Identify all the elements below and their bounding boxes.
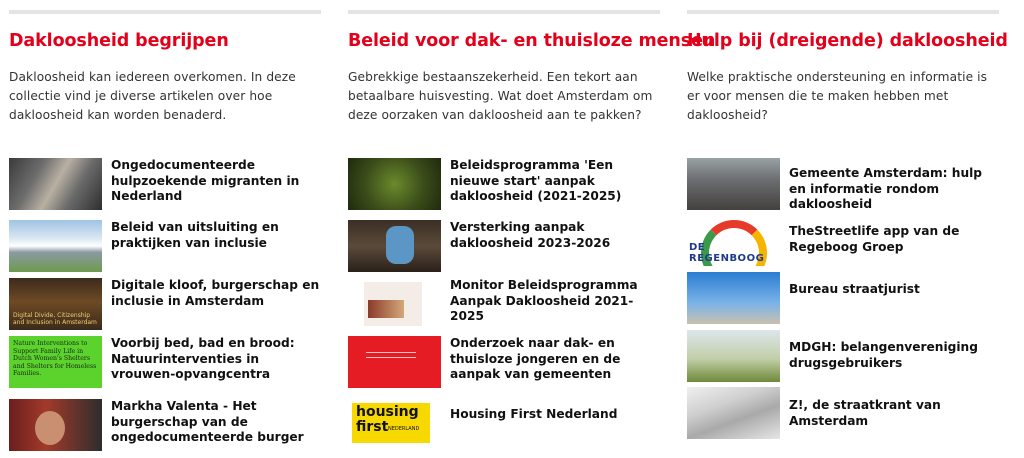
- thumbnail-graffiti-image[interactable]: [9, 158, 102, 210]
- list-item-label[interactable]: MDGH: belangenvereniging drugsgebruikers: [789, 340, 978, 370]
- list-item-label[interactable]: Onderzoek naar dak- en thuisloze jongeren en de aanpak van gemeenten: [450, 336, 621, 381]
- list-item-label[interactable]: Markha Valenta - Het burgerschap van de ongedocumenteerde burger: [111, 399, 304, 444]
- list-item-gemeente-amsterdam[interactable]: [687, 158, 999, 210]
- list-item-label[interactable]: Monitor Beleidsprogramma Aanpak Dakloosheid 2021-2025: [450, 278, 638, 323]
- list-item-label[interactable]: Digitale kloof, burgerschap en inclusie in Amsterdam: [111, 278, 320, 308]
- thumbnail-portrait-image[interactable]: [9, 399, 102, 451]
- thumbnail-document-cover[interactable]: [348, 278, 441, 330]
- list-item-mdgh[interactable]: [687, 330, 999, 382]
- thumbnail-newspaper-image[interactable]: [687, 387, 780, 439]
- artwork-figure: [386, 226, 414, 264]
- list-item-streetlife-app[interactable]: [687, 214, 999, 266]
- column-title[interactable]: Hulp bij (dreigende) dakloosheid: [687, 31, 1008, 51]
- list-item-label[interactable]: TheStreetlife app van de Regeboog Groep: [789, 224, 960, 254]
- list-item-monitor-beleidsprogramma[interactable]: [348, 278, 660, 330]
- thumbnail-report-cover[interactable]: [9, 336, 102, 388]
- thumbnail-building-image[interactable]: [9, 220, 102, 272]
- list-item-ongedocumenteerde-migranten[interactable]: [9, 158, 321, 210]
- column-title[interactable]: Beleid voor dak- en thuisloze mensen: [348, 31, 716, 51]
- logo-word: DE REGENBOOG: [689, 242, 765, 264]
- list-item-digitale-kloof[interactable]: [9, 278, 321, 330]
- list-item-housing-first[interactable]: [348, 399, 660, 451]
- list-item-label[interactable]: Bureau straatjurist: [789, 282, 920, 296]
- thumbnail-city-image[interactable]: [9, 278, 102, 330]
- column-description: Dakloosheid kan iedereen overkomen. In deze collectie vind je diverse artikelen over hoe dakloosheid kan worden benaderd.: [9, 70, 296, 122]
- thumbnail-forest-image[interactable]: [348, 158, 441, 210]
- logo-word: NEDERLAND: [388, 426, 420, 432]
- list-item-markha-valenta[interactable]: [9, 399, 321, 451]
- list-item-label[interactable]: Ongedocumenteerde hulpzoekende migranten in Nederland: [111, 158, 300, 203]
- list-item-beleid-uitsluiting[interactable]: [9, 220, 321, 272]
- thumbnail-justice-statue-image[interactable]: [687, 272, 780, 324]
- column-title[interactable]: Dakloosheid begrijpen: [9, 31, 229, 51]
- logo-word: housing: [356, 404, 419, 420]
- portrait-face: [35, 411, 65, 445]
- thumbnail-street-image[interactable]: [687, 158, 780, 210]
- column-divider: [687, 10, 999, 14]
- column-divider: [348, 10, 660, 14]
- list-item-onderzoek-jongeren[interactable]: [348, 336, 660, 388]
- housing-first-logo[interactable]: [348, 399, 441, 451]
- list-item-straatkrant[interactable]: [687, 387, 999, 439]
- document-photo: [368, 300, 404, 318]
- column-divider: [9, 10, 321, 14]
- thumbnail-caption: Nature Interventions to Support Family Life in Dutch Women's Shelters and Shelters for Homeless Families.: [13, 340, 97, 377]
- list-item-label[interactable]: Versterking aanpak dakloosheid 2023-2026: [450, 220, 611, 250]
- thumbnail-caption: Digital Divide, Citizenship and Inclusion in Amsterdam: [13, 312, 97, 326]
- column-description: Welke praktische ondersteuning en informatie is er voor mensen die te maken hebben met dakloosheid?: [687, 70, 988, 122]
- list-item-label[interactable]: Voorbij bed, bad en brood: Natuurinterventies in vrouwen-opvangcentra: [111, 336, 295, 381]
- thumbnail-hands-sculpture-image[interactable]: [687, 330, 780, 382]
- list-item-label[interactable]: Beleidsprogramma 'Een nieuwe start' aanpak dakloosheid (2021-2025): [450, 158, 622, 203]
- thumbnail-red-cover[interactable]: [348, 336, 441, 388]
- list-item-label[interactable]: Housing First Nederland: [450, 407, 618, 421]
- list-item-label[interactable]: Gemeente Amsterdam: hulp en informatie rondom dakloosheid: [789, 166, 983, 211]
- list-item-een-nieuwe-start[interactable]: [348, 158, 660, 210]
- collection-column-beleid: [348, 10, 716, 435]
- thumbnail-artwork-image[interactable]: [348, 220, 441, 272]
- column-description: Gebrekkige bestaanszekerheid. Een tekort aan betaalbare huisvesting. Wat doet Amsterdam om deze oorzaken van dakloosheid aan te pakken?: [348, 70, 653, 122]
- collection-column-hulp: [687, 10, 1008, 428]
- list-item-bureau-straatjurist[interactable]: [687, 272, 999, 324]
- cover-lines: [366, 352, 416, 358]
- list-item-versterking-aanpak[interactable]: [348, 220, 660, 272]
- list-item-label[interactable]: Z!, de straatkrant van Amsterdam: [789, 398, 941, 428]
- list-item-voorbij-bed-bad-brood[interactable]: [9, 336, 321, 388]
- regenboog-logo[interactable]: [687, 214, 780, 266]
- list-item-label[interactable]: Beleid van uitsluiting en praktijken van inclusie: [111, 220, 279, 250]
- logo-word: first: [356, 419, 389, 435]
- collection-column-begrijpen: [9, 10, 321, 444]
